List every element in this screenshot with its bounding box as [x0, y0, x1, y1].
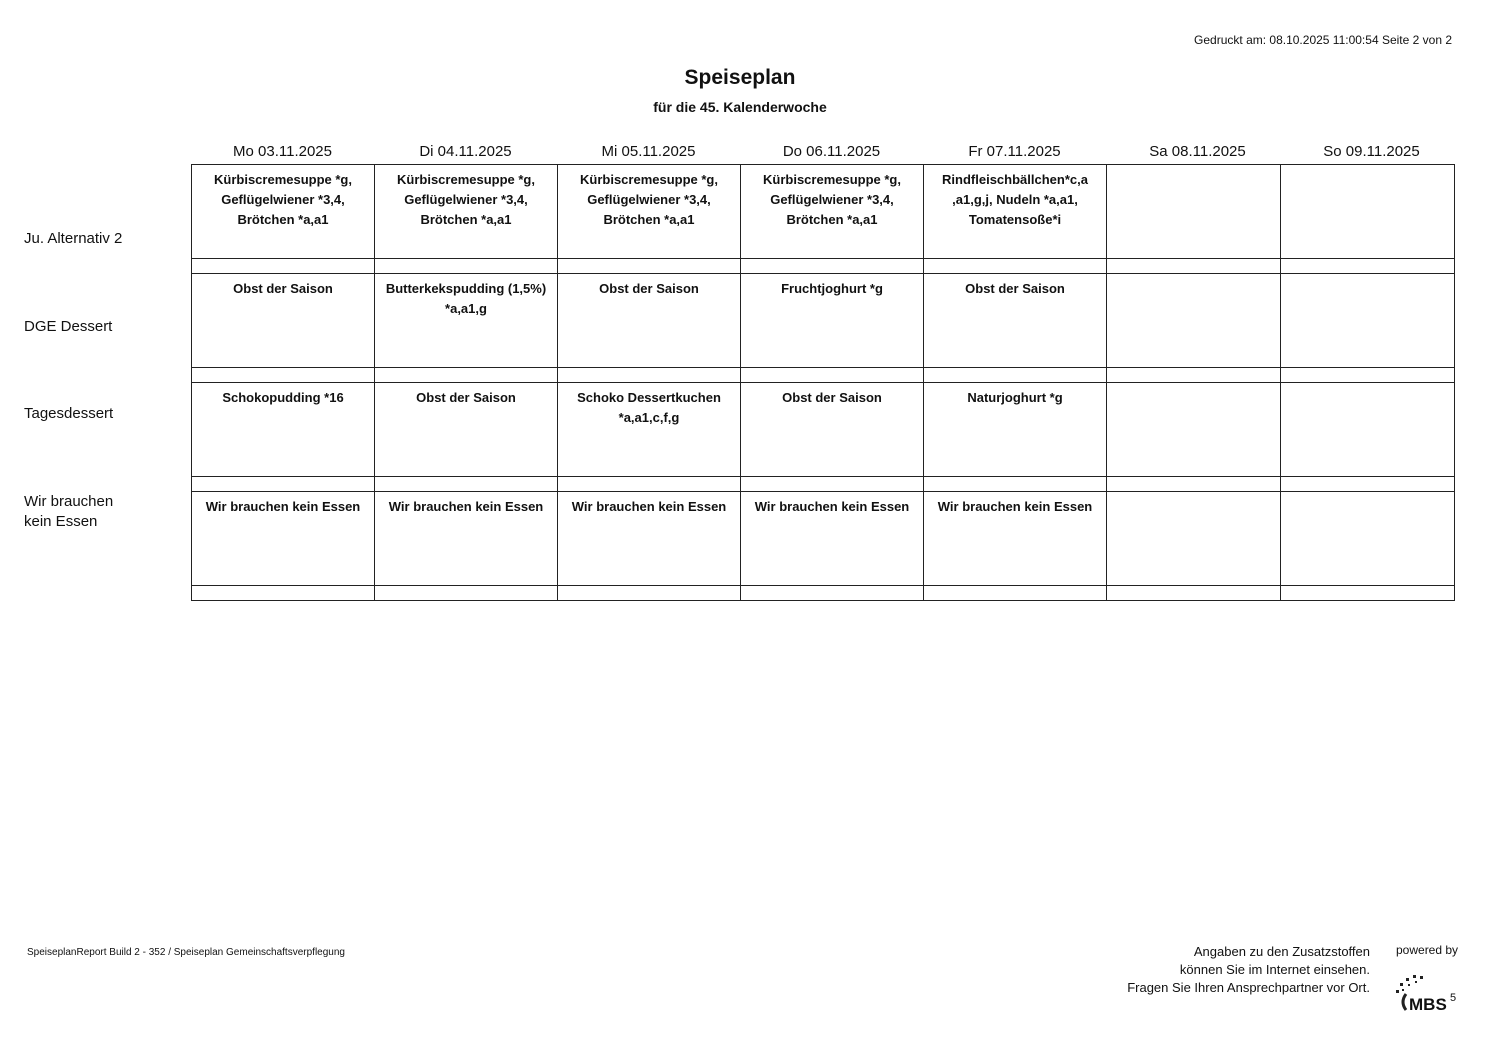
row-label-tagesdessert: Tagesdessert — [24, 405, 114, 422]
day-header-di: Di 04.11.2025 — [419, 143, 512, 160]
footer-additives-note — [1080, 943, 1370, 997]
menu-cell: Schokopudding *16 — [192, 383, 375, 477]
footer-report-info: SpeiseplanReport Build 2 - 352 / Speiseplan Gemeinschaftsverpflegung — [27, 947, 345, 958]
menu-cell: Obst der Saison — [558, 274, 741, 368]
table-row — [192, 165, 1455, 259]
menu-cell: Wir brauchen kein Essen — [192, 492, 375, 586]
mbs-logo-mark — [1390, 968, 1462, 1016]
menu-cell: Schoko Dessertkuchen *a,a1,c,f,g — [558, 383, 741, 477]
day-header-mo: Mo 03.11.2025 — [233, 143, 332, 160]
day-header-do: Do 06.11.2025 — [782, 143, 881, 160]
menu-cell: Obst der Saison — [192, 274, 375, 368]
footer-note-line: Fragen Sie Ihren Ansprechpartner vor Ort. — [1127, 980, 1370, 995]
menu-cell: Butterkekspudding (1,5%) *a,a1,g — [375, 274, 558, 368]
day-header-mi: Mi 05.11.2025 — [601, 143, 696, 160]
menu-cell: Rindfleischbällchen*c,a ,a1,g,j, Nudeln *a,a1, Tomatensoße*i — [924, 165, 1107, 259]
row-label-dge-dessert: DGE Dessert — [24, 318, 113, 335]
menu-cell — [1281, 274, 1455, 368]
table-spacer-row — [192, 368, 1455, 383]
day-header-so: So 09.11.2025 — [1323, 143, 1420, 160]
menu-cell: Fruchtjoghurt *g — [741, 274, 924, 368]
table-row — [192, 274, 1455, 368]
menu-cell — [1107, 492, 1281, 586]
table-spacer-row — [192, 586, 1455, 601]
page-title: Speiseplan — [684, 66, 796, 89]
menu-cell — [1281, 492, 1455, 586]
menu-cell: Wir brauchen kein Essen — [741, 492, 924, 586]
menu-cell: Kürbiscremesuppe *g, Geflügelwiener *3,4, Brötchen *a,a1 — [192, 165, 375, 259]
menu-cell: Wir brauchen kein Essen — [924, 492, 1107, 586]
svg-text:MBS: MBS — [1409, 995, 1447, 1014]
footer-note-line: Angaben zu den Zusatzstoffen — [1193, 944, 1370, 959]
svg-text:5: 5 — [1450, 992, 1457, 1004]
menu-cell: Wir brauchen kein Essen — [558, 492, 741, 586]
menu-cell: Obst der Saison — [375, 383, 558, 477]
menu-cell — [1281, 383, 1455, 477]
menu-cell — [1107, 165, 1281, 259]
menu-cell: Obst der Saison — [924, 274, 1107, 368]
table-spacer-row — [192, 477, 1455, 492]
powered-by-label: powered by — [1396, 943, 1459, 957]
table-row — [192, 383, 1455, 477]
menu-cell: Wir brauchen kein Essen — [375, 492, 558, 586]
day-header-sa: Sa 08.11.2025 — [1149, 143, 1246, 160]
menu-cell — [1281, 165, 1455, 259]
row-label-ju-alternativ: Ju. Alternativ 2 — [24, 230, 123, 247]
menu-cell: Obst der Saison — [741, 383, 924, 477]
row-label-kein-essen — [24, 492, 113, 532]
menu-cell: Kürbiscremesuppe *g, Geflügelwiener *3,4, Brötchen *a,a1 — [741, 165, 924, 259]
menu-table — [191, 164, 1455, 601]
menu-cell — [1107, 383, 1281, 477]
row-label-line: kein Essen — [24, 513, 98, 530]
table-spacer-row — [192, 259, 1455, 274]
mbs-logo — [1390, 968, 1462, 1016]
row-label-line: Wir brauchen — [24, 493, 114, 510]
menu-cell: Kürbiscremesuppe *g, Geflügelwiener *3,4, Brötchen *a,a1 — [558, 165, 741, 259]
menu-cell: Naturjoghurt *g — [924, 383, 1107, 477]
menu-cell — [1107, 274, 1281, 368]
print-timestamp: Gedruckt am: 08.10.2025 11:00:54 Seite 2 von 2 — [1194, 33, 1452, 47]
menu-cell: Kürbiscremesuppe *g, Geflügelwiener *3,4, Brötchen *a,a1 — [375, 165, 558, 259]
footer-note-line: können Sie im Internet einsehen. — [1179, 962, 1370, 977]
table-row — [192, 492, 1455, 586]
page-subtitle: für die 45. Kalenderwoche — [653, 99, 827, 115]
day-header-fr: Fr 07.11.2025 — [968, 143, 1061, 160]
